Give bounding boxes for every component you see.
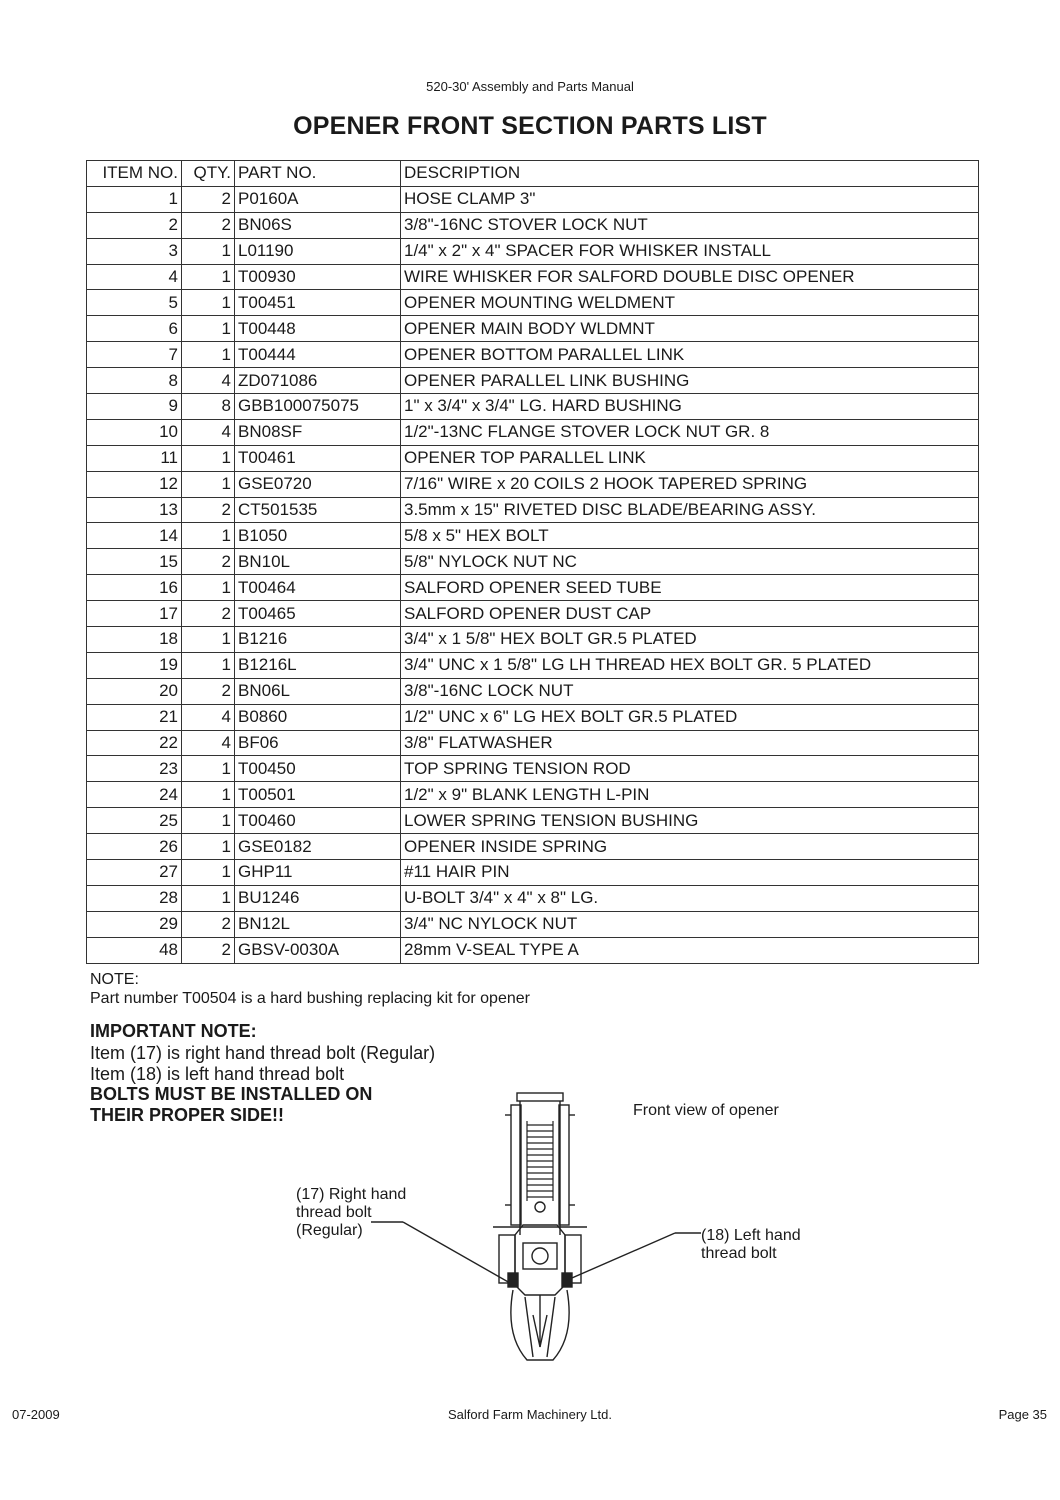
item-no-cell: 12 bbox=[87, 471, 182, 497]
qty-cell: 2 bbox=[182, 186, 235, 212]
footer-page-number: Page 35 bbox=[998, 1407, 1047, 1422]
description-cell: OPENER BOTTOM PARALLEL LINK bbox=[401, 342, 979, 368]
description-cell: U-BOLT 3/4" x 4" x 8" LG. bbox=[401, 885, 979, 911]
part-no-cell: BN10L bbox=[235, 549, 401, 575]
note-label: NOTE: bbox=[90, 971, 139, 988]
table-row bbox=[87, 834, 979, 860]
qty-cell: 1 bbox=[182, 885, 235, 911]
figure-caption: Front view of opener bbox=[633, 1102, 779, 1119]
description-cell: 3/4" UNC x 1 5/8" LG LH THREAD HEX BOLT GR. 5 PLATED bbox=[401, 652, 979, 678]
qty-cell: 4 bbox=[182, 704, 235, 730]
item-no-cell: 21 bbox=[87, 704, 182, 730]
part-no-cell: T00460 bbox=[235, 808, 401, 834]
table-row bbox=[87, 316, 979, 342]
header-qty: QTY. bbox=[182, 161, 235, 187]
right-bolt-label: (18) Left hand thread bolt bbox=[701, 1227, 801, 1262]
part-no-cell: GBB100075075 bbox=[235, 394, 401, 420]
item-no-cell: 28 bbox=[87, 885, 182, 911]
table-row bbox=[87, 238, 979, 264]
item-no-cell: 9 bbox=[87, 394, 182, 420]
table-row bbox=[87, 445, 979, 471]
qty-cell: 2 bbox=[182, 212, 235, 238]
qty-cell: 1 bbox=[182, 316, 235, 342]
item-no-cell: 1 bbox=[87, 186, 182, 212]
item-no-cell: 16 bbox=[87, 575, 182, 601]
item-no-cell: 48 bbox=[87, 937, 182, 963]
part-no-cell: T00465 bbox=[235, 601, 401, 627]
qty-cell: 1 bbox=[182, 860, 235, 886]
qty-cell: 1 bbox=[182, 782, 235, 808]
part-no-cell: L01190 bbox=[235, 238, 401, 264]
header-item-no: ITEM NO. bbox=[87, 161, 182, 187]
item-no-cell: 26 bbox=[87, 834, 182, 860]
warning-line-1: BOLTS MUST BE INSTALLED ON bbox=[90, 1084, 373, 1104]
item-no-cell: 20 bbox=[87, 678, 182, 704]
important-line-2: Item (18) is left hand thread bolt bbox=[90, 1064, 345, 1084]
qty-cell: 1 bbox=[182, 238, 235, 264]
table-row bbox=[87, 730, 979, 756]
part-no-cell: T00450 bbox=[235, 756, 401, 782]
table-row bbox=[87, 549, 979, 575]
qty-cell: 8 bbox=[182, 394, 235, 420]
part-no-cell: B1050 bbox=[235, 523, 401, 549]
page-header: 520-30' Assembly and Parts Manual bbox=[426, 79, 634, 94]
part-no-cell: GBSV-0030A bbox=[235, 937, 401, 963]
table-row bbox=[87, 264, 979, 290]
description-cell: 1/2" x 9" BLANK LENGTH L-PIN bbox=[401, 782, 979, 808]
item-no-cell: 29 bbox=[87, 911, 182, 937]
warning-line-2: THEIR PROPER SIDE!! bbox=[90, 1105, 285, 1125]
item-no-cell: 24 bbox=[87, 782, 182, 808]
footer-company: Salford Farm Machinery Ltd. bbox=[447, 1407, 612, 1422]
table-row bbox=[87, 601, 979, 627]
table-row bbox=[87, 860, 979, 886]
item-no-cell: 25 bbox=[87, 808, 182, 834]
part-no-cell: T00930 bbox=[235, 264, 401, 290]
item-no-cell: 3 bbox=[87, 238, 182, 264]
description-cell: OPENER MOUNTING WELDMENT bbox=[401, 290, 979, 316]
part-no-cell: B1216 bbox=[235, 627, 401, 653]
item-no-cell: 18 bbox=[87, 627, 182, 653]
part-no-cell: BN08SF bbox=[235, 419, 401, 445]
part-no-cell: BU1246 bbox=[235, 885, 401, 911]
description-cell: OPENER MAIN BODY WLDMNT bbox=[401, 316, 979, 342]
item-no-cell: 19 bbox=[87, 652, 182, 678]
description-cell: 3/4" x 1 5/8" HEX BOLT GR.5 PLATED bbox=[401, 627, 979, 653]
table-row bbox=[87, 756, 979, 782]
header-description: DESCRIPTION bbox=[401, 161, 979, 187]
qty-cell: 1 bbox=[182, 652, 235, 678]
part-no-cell: T00448 bbox=[235, 316, 401, 342]
table-row bbox=[87, 704, 979, 730]
table-row bbox=[87, 782, 979, 808]
part-no-cell: T00444 bbox=[235, 342, 401, 368]
table-row bbox=[87, 368, 979, 394]
qty-cell: 4 bbox=[182, 368, 235, 394]
item-no-cell: 4 bbox=[87, 264, 182, 290]
table-row bbox=[87, 497, 979, 523]
description-cell: 3.5mm x 15" RIVETED DISC BLADE/BEARING ASSY. bbox=[401, 497, 979, 523]
part-no-cell: GHP11 bbox=[235, 860, 401, 886]
item-no-cell: 6 bbox=[87, 316, 182, 342]
qty-cell: 1 bbox=[182, 627, 235, 653]
description-cell: OPENER PARALLEL LINK BUSHING bbox=[401, 368, 979, 394]
description-cell: LOWER SPRING TENSION BUSHING bbox=[401, 808, 979, 834]
part-no-cell: B0860 bbox=[235, 704, 401, 730]
table-row bbox=[87, 627, 979, 653]
part-no-cell: BN12L bbox=[235, 911, 401, 937]
part-no-cell: T00501 bbox=[235, 782, 401, 808]
page-title: OPENER FRONT SECTION PARTS LIST bbox=[293, 112, 767, 140]
qty-cell: 1 bbox=[182, 290, 235, 316]
part-no-cell: T00451 bbox=[235, 290, 401, 316]
part-no-cell: T00464 bbox=[235, 575, 401, 601]
qty-cell: 1 bbox=[182, 342, 235, 368]
description-cell: TOP SPRING TENSION ROD bbox=[401, 756, 979, 782]
item-no-cell: 10 bbox=[87, 419, 182, 445]
qty-cell: 1 bbox=[182, 264, 235, 290]
table-row bbox=[87, 419, 979, 445]
qty-cell: 1 bbox=[182, 523, 235, 549]
part-no-cell: CT501535 bbox=[235, 497, 401, 523]
table-row bbox=[87, 937, 979, 963]
table-row bbox=[87, 471, 979, 497]
description-cell: 1/2"-13NC FLANGE STOVER LOCK NUT GR. 8 bbox=[401, 419, 979, 445]
item-no-cell: 17 bbox=[87, 601, 182, 627]
item-no-cell: 11 bbox=[87, 445, 182, 471]
description-cell: OPENER INSIDE SPRING bbox=[401, 834, 979, 860]
qty-cell: 1 bbox=[182, 808, 235, 834]
item-no-cell: 23 bbox=[87, 756, 182, 782]
description-cell: 1" x 3/4" x 3/4" LG. HARD BUSHING bbox=[401, 394, 979, 420]
qty-cell: 2 bbox=[182, 678, 235, 704]
description-cell: 5/8 x 5" HEX BOLT bbox=[401, 523, 979, 549]
qty-cell: 2 bbox=[182, 549, 235, 575]
qty-cell: 2 bbox=[182, 937, 235, 963]
description-cell: 3/8"-16NC STOVER LOCK NUT bbox=[401, 212, 979, 238]
important-line-1: Item (17) is right hand thread bolt (Regular) bbox=[90, 1043, 436, 1063]
part-no-cell: T00461 bbox=[235, 445, 401, 471]
description-cell: OPENER TOP PARALLEL LINK bbox=[401, 445, 979, 471]
description-cell: 3/4" NC NYLOCK NUT bbox=[401, 911, 979, 937]
part-no-cell: GSE0720 bbox=[235, 471, 401, 497]
item-no-cell: 27 bbox=[87, 860, 182, 886]
table-row bbox=[87, 678, 979, 704]
opener-front-view-drawing bbox=[365, 1085, 705, 1365]
description-cell: HOSE CLAMP 3" bbox=[401, 186, 979, 212]
table-row bbox=[87, 575, 979, 601]
part-no-cell: BN06L bbox=[235, 678, 401, 704]
qty-cell: 1 bbox=[182, 445, 235, 471]
part-no-cell: GSE0182 bbox=[235, 834, 401, 860]
part-no-cell: BF06 bbox=[235, 730, 401, 756]
description-cell: 7/16" WIRE x 20 COILS 2 HOOK TAPERED SPRING bbox=[401, 471, 979, 497]
table-row bbox=[87, 212, 979, 238]
table-row bbox=[87, 808, 979, 834]
table-row bbox=[87, 394, 979, 420]
table-row bbox=[87, 885, 979, 911]
qty-cell: 2 bbox=[182, 497, 235, 523]
item-no-cell: 7 bbox=[87, 342, 182, 368]
qty-cell: 2 bbox=[182, 911, 235, 937]
description-cell: 1/4" x 2" x 4" SPACER FOR WHISKER INSTALL bbox=[401, 238, 979, 264]
description-cell: 3/8"-16NC LOCK NUT bbox=[401, 678, 979, 704]
item-no-cell: 5 bbox=[87, 290, 182, 316]
qty-cell: 1 bbox=[182, 575, 235, 601]
description-cell: 3/8" FLATWASHER bbox=[401, 730, 979, 756]
qty-cell: 4 bbox=[182, 419, 235, 445]
item-no-cell: 13 bbox=[87, 497, 182, 523]
part-no-cell: ZD071086 bbox=[235, 368, 401, 394]
part-no-cell: B1216L bbox=[235, 652, 401, 678]
description-cell: 1/2" UNC x 6" LG HEX BOLT GR.5 PLATED bbox=[401, 704, 979, 730]
qty-cell: 1 bbox=[182, 834, 235, 860]
item-no-cell: 2 bbox=[87, 212, 182, 238]
note-text: Part number T00504 is a hard bushing replacing kit for opener bbox=[90, 990, 530, 1007]
description-cell: 5/8" NYLOCK NUT NC bbox=[401, 549, 979, 575]
table-row bbox=[87, 290, 979, 316]
part-no-cell: P0160A bbox=[235, 186, 401, 212]
qty-cell: 2 bbox=[182, 601, 235, 627]
item-no-cell: 22 bbox=[87, 730, 182, 756]
table-header-row bbox=[87, 161, 979, 187]
important-heading: IMPORTANT NOTE: bbox=[90, 1021, 257, 1041]
description-cell: #11 HAIR PIN bbox=[401, 860, 979, 886]
table-row bbox=[87, 911, 979, 937]
qty-cell: 1 bbox=[182, 756, 235, 782]
item-no-cell: 14 bbox=[87, 523, 182, 549]
description-cell: WIRE WHISKER FOR SALFORD DOUBLE DISC OPENER bbox=[401, 264, 979, 290]
parts-table bbox=[86, 160, 979, 964]
item-no-cell: 15 bbox=[87, 549, 182, 575]
description-cell: SALFORD OPENER SEED TUBE bbox=[401, 575, 979, 601]
table-row bbox=[87, 523, 979, 549]
qty-cell: 1 bbox=[182, 471, 235, 497]
item-no-cell: 8 bbox=[87, 368, 182, 394]
parts-table-body bbox=[87, 186, 979, 963]
description-cell: 28mm V-SEAL TYPE A bbox=[401, 937, 979, 963]
table-row bbox=[87, 342, 979, 368]
table-row bbox=[87, 652, 979, 678]
table-row bbox=[87, 186, 979, 212]
header-part-no: PART NO. bbox=[235, 161, 401, 187]
qty-cell: 4 bbox=[182, 730, 235, 756]
left-bolt-label: (17) Right hand thread bolt (Regular) bbox=[296, 1186, 407, 1239]
part-no-cell: BN06S bbox=[235, 212, 401, 238]
description-cell: SALFORD OPENER DUST CAP bbox=[401, 601, 979, 627]
footer-date: 07-2009 bbox=[12, 1407, 60, 1422]
